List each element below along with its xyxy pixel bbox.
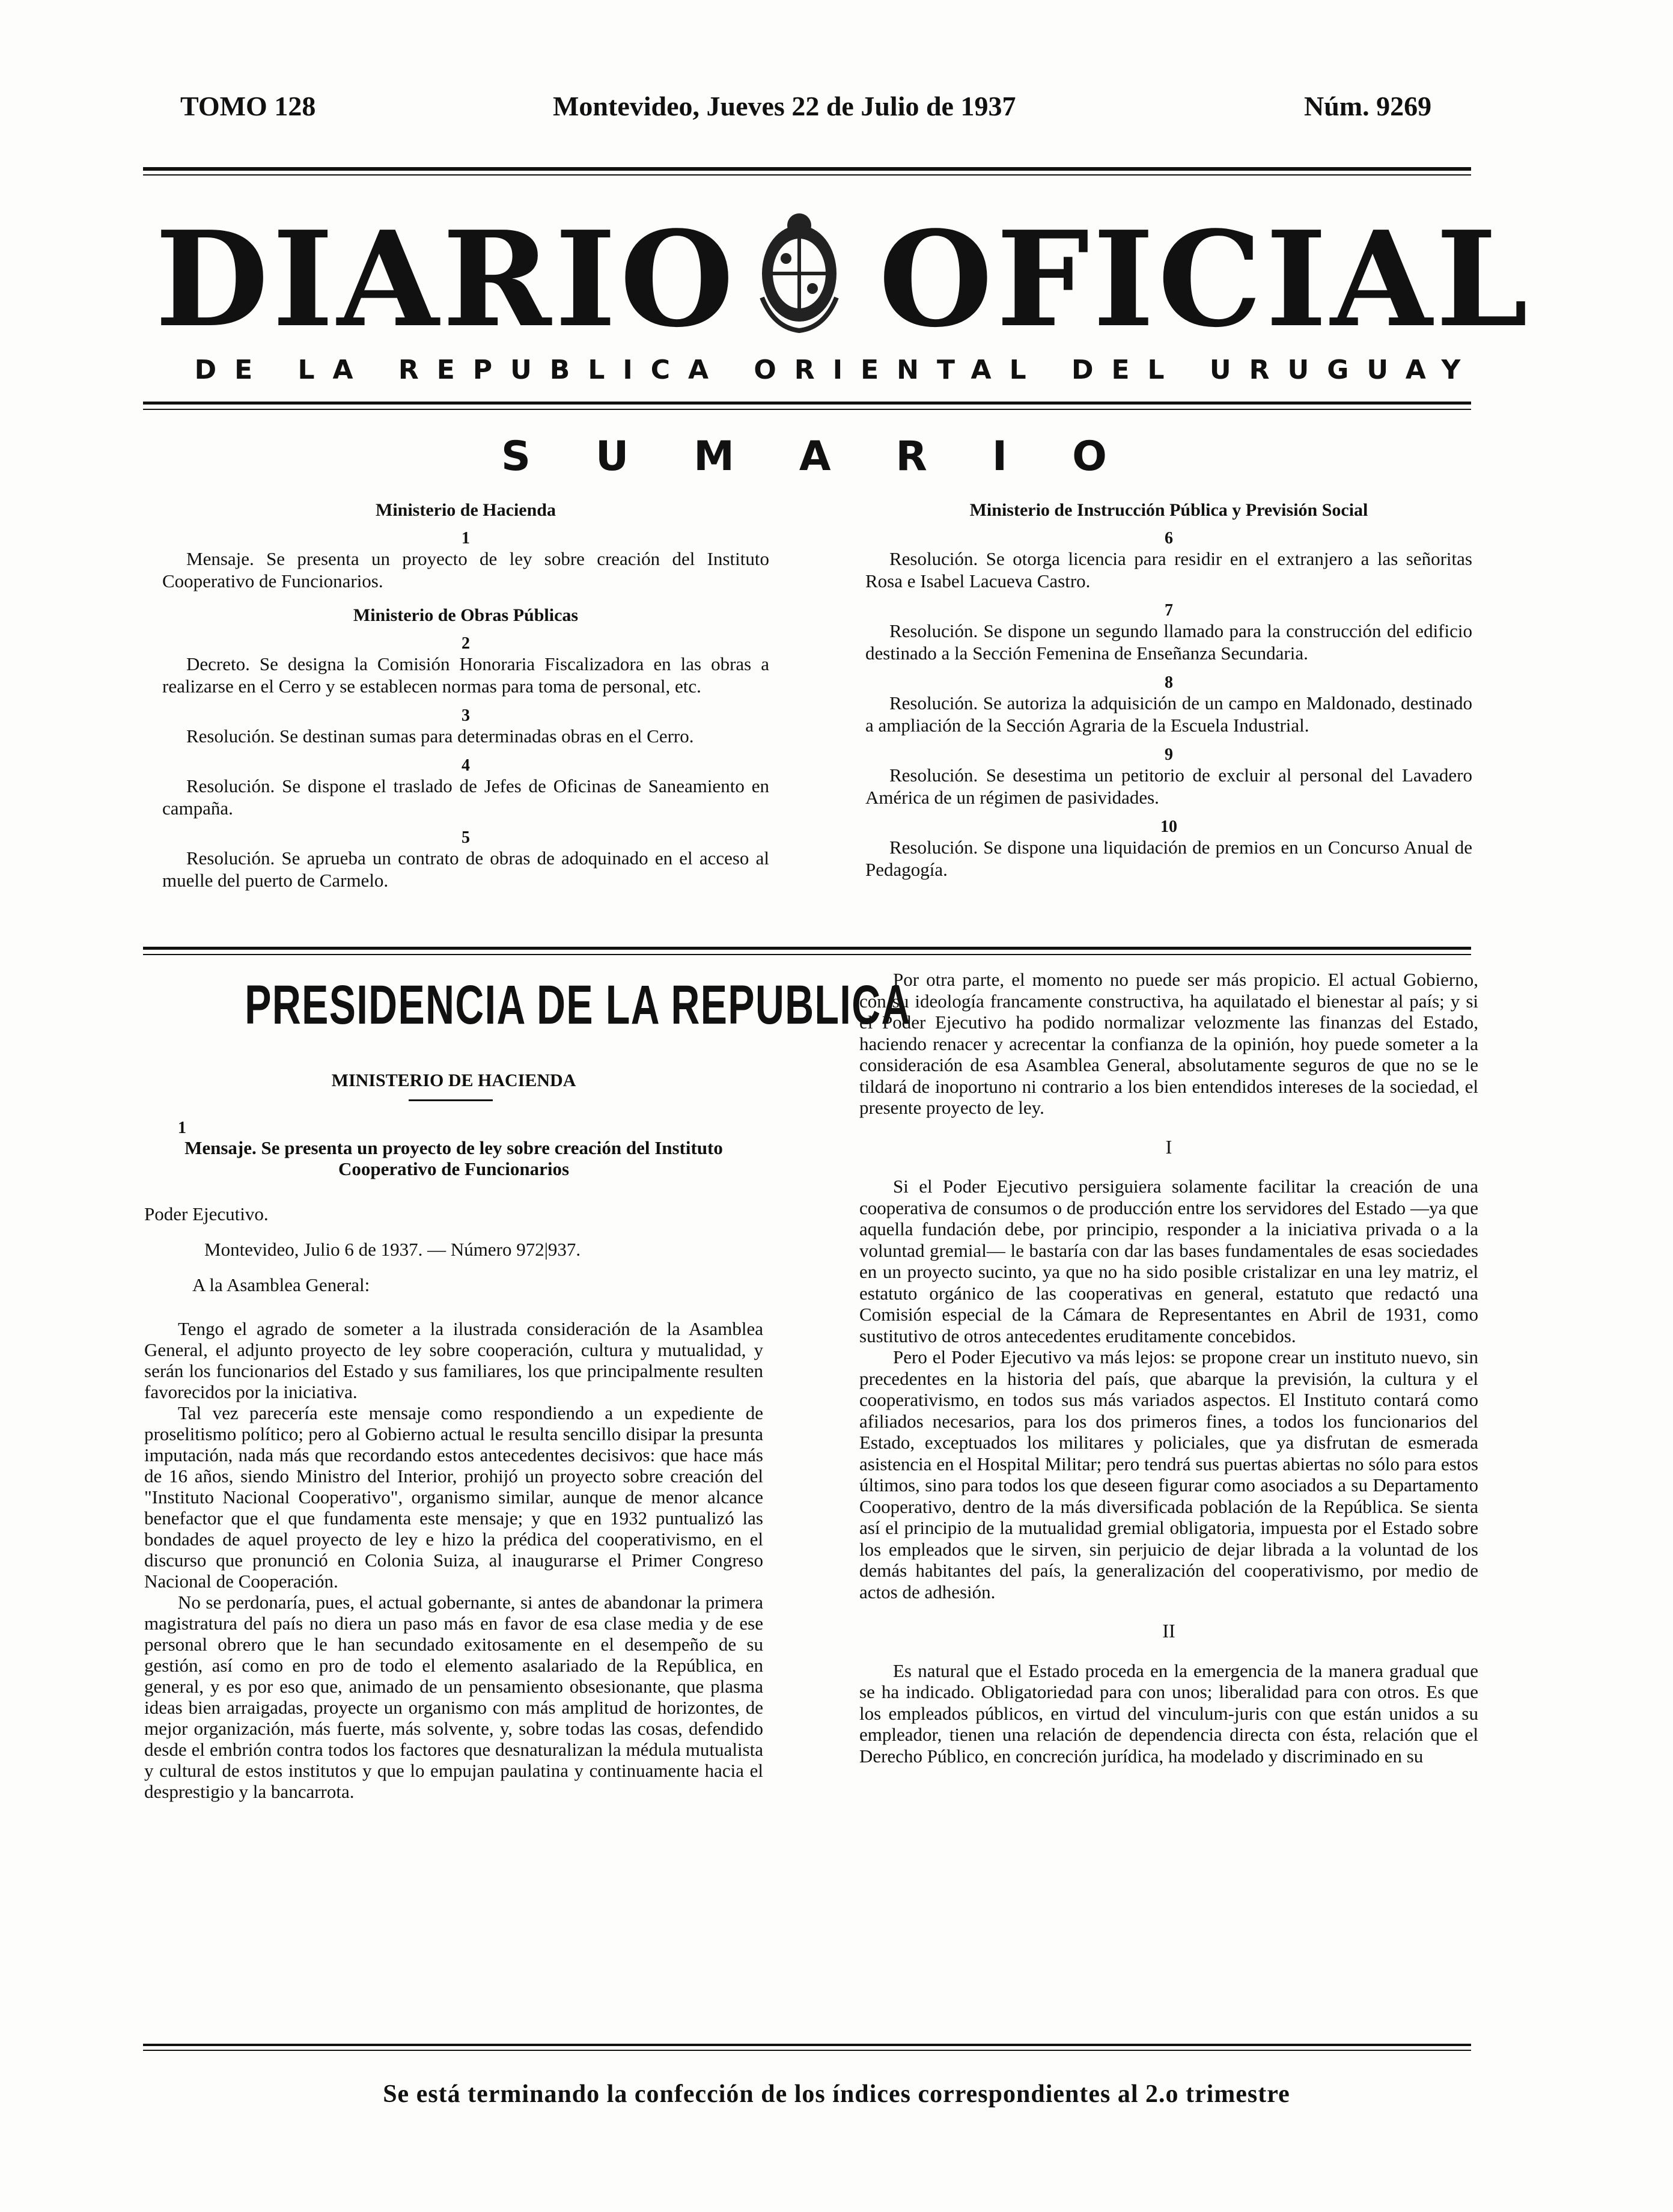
header-rule-top — [143, 167, 1471, 171]
sumario-item: Mensaje. Se presenta un proyecto de ley sobre creación del Instituto Cooperativo de Funcionarios. — [162, 548, 769, 591]
sumario-item-number: 4 — [462, 756, 470, 775]
article-headline: Mensaje. Se presenta un proyecto de ley sobre creación del Instituto Cooperativo de Funcionarios — [184, 1137, 723, 1179]
sumario-item-number: 9 — [1165, 745, 1173, 764]
masthead-oficial: OFICIAL — [879, 203, 1532, 356]
footer-notice: Se está terminando la confección de los índices correspondientes al 2.o trimestre — [383, 2080, 1290, 2108]
sumario-item: Decreto. Se designa la Comisión Honoraria Fiscalizadora en las obras a realizarse en el Cerro y se establecen normas para toma de personal, etc. — [162, 653, 769, 697]
body-paragraph: Por otra parte, el momento no puede ser más propicio. El actual Gobierno, con su ideología francamente constructiva, ha aquilatado el bienestar al país; y si el Poder Ejecutivo ha podido normalizar velozmente las finanzas del Estado, haciendo renacer y acrecentar la confianza de la opinión, hoy puede someter a la consideración de esa Asamblea General, absolutamente seguros de que no se le tildará de inoportuno ni contrario a los bien entendidos intereses de la sociedad, el presente proyecto de ley. — [859, 969, 1478, 1118]
sumario-right-column — [865, 499, 1472, 890]
sumario-item-number: 5 — [462, 828, 470, 847]
sumario-item: Resolución. Se otorga licencia para residir en el extranjero a las señoritas Rosa e Isabel Lacueva Castro. — [865, 548, 1472, 591]
masthead-rule-2 — [143, 409, 1471, 410]
sumario-rule-2 — [143, 954, 1471, 955]
sumario-title: SUMARIO — [501, 433, 1172, 480]
sumario-item: Resolución. Se autoriza la adquisición de un campo en Maldonado, destinado a ampliación de la Sección Agraria de la Escuela Industrial. — [865, 692, 1472, 736]
sumario-rule-1 — [143, 947, 1471, 950]
sumario-item: Resolución. Se dispone una liquidación de premios en un Concurso Anual de Pedagogía. — [865, 837, 1472, 880]
sumario-item-number: 10 — [1160, 817, 1177, 836]
body-paragraph: No se perdonaría, pues, el actual gobernante, si antes de abandonar la primera magistratura del país no diera un paso más en favor de esa clase media y de ese personal obrero que le han secundado exitosamente en el desempeño de su gestión, así como en pro de todo el elemento asalariado de la República, en general, y es por eso que, animado de un pensamiento obsesionante, que plasma ideas bien arraigadas, proyecte un organismo con más amplitud de horizontes, de mejor organización, más fuerte, más solvente, y, sobre todas las cosas, defendido desde el embrión contra todos los factores que desnaturalizan la médula mutualista y cultural de estos institutos y que lo empujan paulatina y continuamente hacia el desprestigio y la bancarrota. — [144, 1592, 763, 1802]
sumario-ministry-instruccion: Ministerio de Instrucción Pública y Previsión Social — [969, 500, 1368, 520]
coat-of-arms-icon — [750, 207, 849, 334]
sumario-item: Resolución. Se desestima un petitorio de excluir al personal del Lavadero América de un régimen de pasividades. — [865, 765, 1472, 808]
article-number: 1 — [178, 1119, 186, 1137]
sumario-item-number: 7 — [1165, 601, 1173, 620]
section-ii-heading: II — [1162, 1620, 1175, 1642]
masthead-diario: DIARIO — [155, 203, 738, 356]
issue-number: Núm. 9269 — [1304, 91, 1432, 121]
sumario-item-number: 1 — [462, 529, 470, 548]
article-left-column — [144, 1070, 763, 1802]
dateline: Montevideo, Jueves 22 de Julio de 1937 — [553, 91, 1016, 121]
article-right-column — [859, 969, 1478, 1767]
body-paragraph: Si el Poder Ejecutivo persiguiera solamente facilitar la creación de una cooperativa de consumos o de producción entre los servidores del Estado —ya que aquella fundación debe, por principio, responder a la iniciativa privada o a la voluntad gremial— le bastaría con dar las bases fundamentales de esas sociedades en un proyecto sucinto, ya que no ha sido posible cristalizar en una ley matriz, el estatuto orgánico de las cooperativas en general, estatuto que redactó una Comisión especial de la Cámara de Representantes en Abril de 1931, como sustitutivo de otros antecedentes eruditamente concebidos. — [859, 1176, 1478, 1346]
article-dateline: Montevideo, Julio 6 de 1937. — Número 972|937. — [204, 1239, 581, 1260]
ministry-underline — [409, 1099, 493, 1101]
article-ministry: MINISTERIO DE HACIENDA — [331, 1071, 576, 1090]
sumario-left-column — [162, 499, 769, 901]
sumario-item: Resolución. Se aprueba un contrato de obras de adoquinado en el acceso al muelle del puerto de Carmelo. — [162, 848, 769, 891]
salutation: A la Asamblea General: — [192, 1274, 370, 1295]
sumario-item-number: 8 — [1165, 673, 1173, 692]
sumario-item-number: 2 — [462, 634, 470, 653]
tomo-label: TOMO 128 — [180, 91, 316, 121]
section-i-heading: I — [1165, 1135, 1172, 1158]
addressee: Poder Ejecutivo. — [144, 1203, 269, 1224]
footer-rule-2 — [143, 2050, 1471, 2051]
sumario-ministry-hacienda: Ministerio de Hacienda — [376, 500, 556, 520]
body-paragraph: Pero el Poder Ejecutivo va más lejos: se propone crear un instituto nuevo, sin precedentes en la historia del país, que abarque la previsión, la cultura y el cooperativismo, en todos sus más variados aspectos. El Instituto contará como afiliados necesarios, para los dos primeros fines, a todos los funcionarios del Estado, exceptuados los militares y policiales, que ya disfrutan de esmerada asistencia en el Hospital Militar; pero tendrá sus puertas abiertas no sólo para estos últimos, sino para todos los que deseen figurar como asociados a su Departamento Cooperativo, dentro de la más diversificada población de la República. Se sienta así el principio de la mutualidad gremial obligatoria, impuesta por el Estado sobre los empleados que le sirven, sin perjuicio de dejar librada a la voluntad de los demás habitantes del país, la generalización del cooperativismo, por medio de actos de adhesión. — [859, 1346, 1478, 1602]
sumario-item: Resolución. Se dispone un segundo llamado para la construcción del edificio destinado a la Sección Femenina de Enseñanza Secundaria. — [865, 620, 1472, 664]
sumario-item-number: 6 — [1165, 529, 1173, 548]
body-paragraph: Es natural que el Estado proceda en la emergencia de la manera gradual que se ha indicado. Obligatoriedad para con unos; liberalidad para con otros. Es que los empleados públicos, en virtud del vinculum-juris con que están unidos a su empleador, tienen una relación de dependencia directa con ésta, relación que el Derecho Público, en concreción jurídica, ha modelado y discriminado en su — [859, 1660, 1478, 1767]
header-rule-bottom — [143, 174, 1471, 176]
masthead-rule-1 — [143, 402, 1471, 405]
section-heading-presidencia: PRESIDENCIA DE LA REPUBLICA — [245, 974, 911, 1036]
sumario-ministry-obras: Ministerio de Obras Públicas — [353, 605, 579, 625]
masthead-subtitle: DE LA REPUBLICA ORIENTAL DEL URUGUAY — [194, 355, 1479, 385]
sumario-item: Resolución. Se destinan sumas para determinadas obras en el Cerro. — [186, 726, 694, 747]
body-paragraph: Tengo el agrado de someter a la ilustrada consideración de la Asamblea General, el adjunto proyecto de ley sobre cooperación, cultura y mutualidad, y serán los funcionarios del Estado y sus familiares, los que principalmente resulten favorecidos por la iniciativa. — [144, 1318, 763, 1402]
sumario-item-number: 3 — [462, 706, 470, 725]
sumario-item: Resolución. Se dispone el traslado de Jefes de Oficinas de Saneamiento en campaña. — [162, 775, 769, 819]
footer-rule-1 — [143, 2044, 1471, 2046]
body-paragraph: Tal vez parecería este mensaje como respondiendo a un expediente de proselitismo político; pero al Gobierno actual le resulta sencillo disipar la presunta imputación, nada más que recordando estos antecedentes decisivos: que hace más de 16 años, siendo Ministro del Interior, prohijó un proyecto sobre creación del "Instituto Nacional Cooperativo", organismo similar, aunque de menor alcance benefactor que el que fundamenta este mensaje; y que en 1932 puntualizó las bondades de aquel proyecto de ley e hizo la prédica del cooperativismo, en el discurso que pronunció en Colonia Suiza, al inaugurarse el Primer Congreso Nacional de Cooperación. — [144, 1402, 763, 1592]
